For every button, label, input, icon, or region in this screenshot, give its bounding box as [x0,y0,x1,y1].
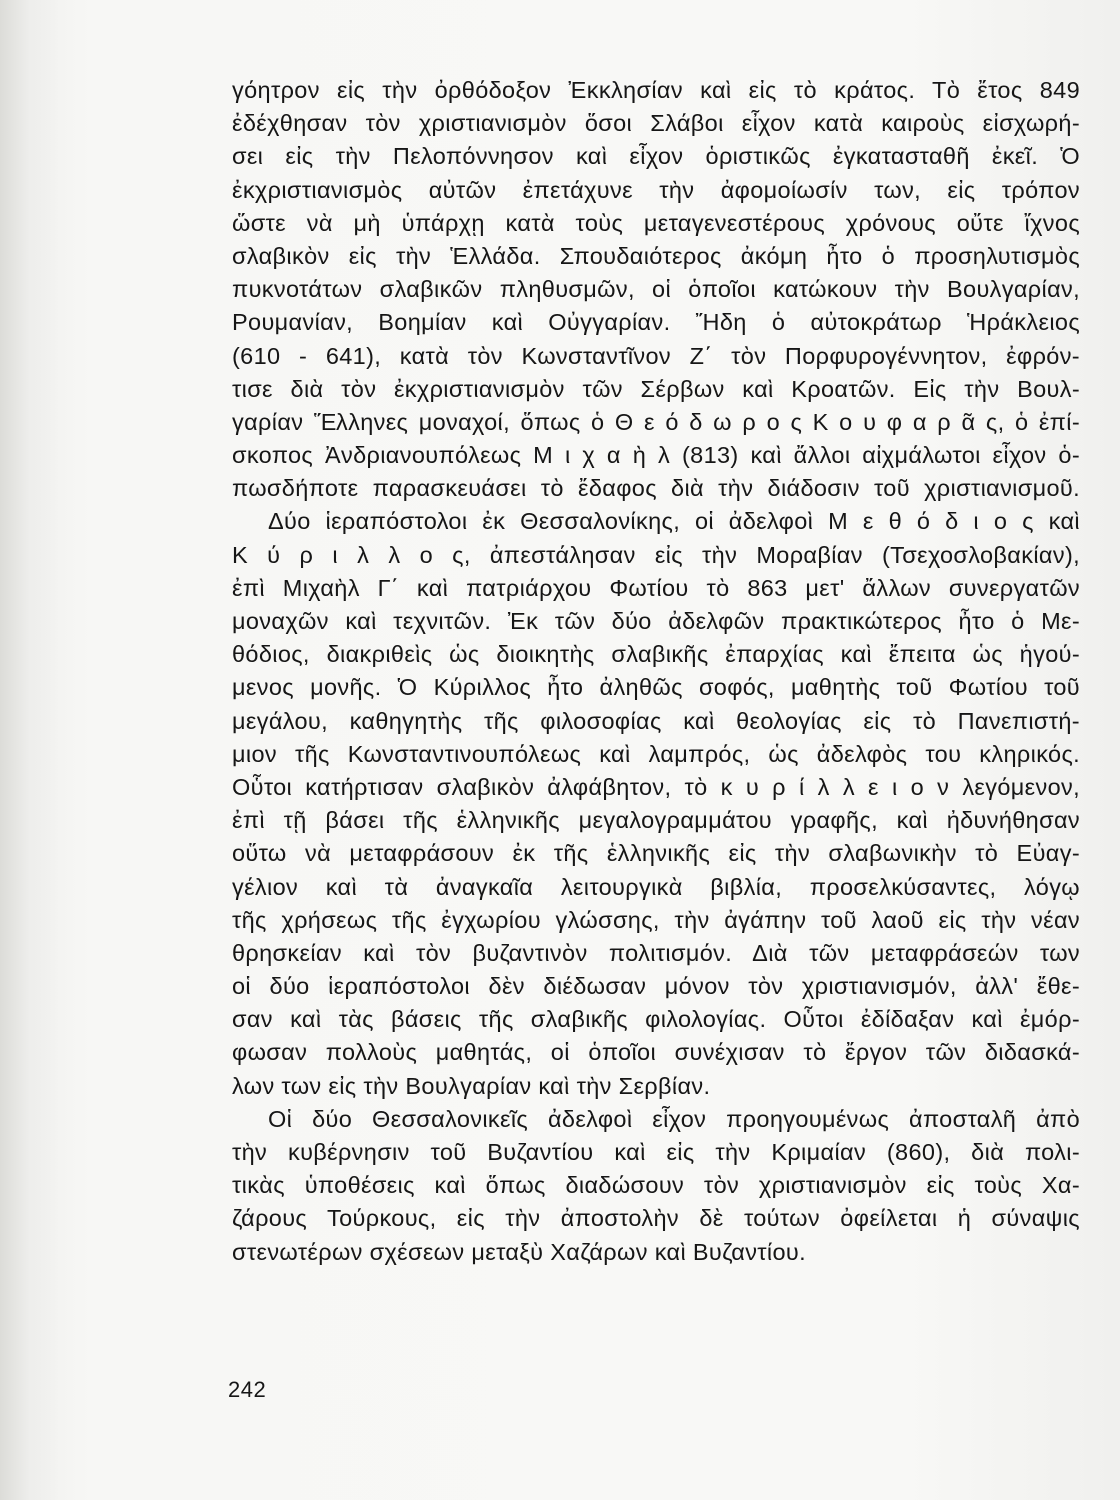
text-line: (610 - 641), κατὰ τὸν Κωνσταντῖνον Ζ΄ τὸν Πορφυρογέννητον, ἐφρόν- [232,342,1080,369]
text-line: Οὗτοι κατήρτισαν σλαβικὸν ἀλφάβητον, τὸ κ υ ρ ί λ λ ε ι ο ν λεγόμενον, [232,773,1080,800]
text-line: τισε διὰ τὸν ἐκχριστιανισμὸν τῶν Σέρβων καὶ Κροατῶν. Εἰς τὴν Βουλ- [232,375,1080,402]
text-line: τῆς χρήσεως τῆς ἐγχωρίου γλώσσης, τὴν ἀγάπην τοῦ λαοῦ εἰς τὴν νέαν [232,906,1080,933]
text-line: μεγάλου, καθηγητὴς τῆς φιλοσοφίας καὶ θεολογίας εἰς τὸ Πανεπιστή- [232,707,1080,734]
text-line: στενωτέρων σχέσεων μεταξὺ Χαζάρων καὶ Βυζαντίου. [232,1238,806,1265]
text-line: λων των εἰς τὴν Βουλγαρίαν καὶ τὴν Σερβίαν. [232,1072,711,1099]
paragraph-3 [232,1103,1080,1269]
text-line: γαρίαν Ἕλληνες μοναχοί, ὅπως ὁ Θ ε ό δ ω ρ ο ς Κ ο υ φ α ρ ᾶ ς, ὁ ἐπί- [232,408,1080,435]
text-line: ἐδέχθησαν τὸν χριστιανισμὸν ὅσοι Σλάβοι εἶχον κατὰ καιροὺς εἰσχωρή- [232,110,1080,137]
text-line: σαν καὶ τὰς βάσεις τῆς σλαβικῆς φιλολογίας. Οὗτοι ἐδίδαξαν καὶ ἐμόρ- [232,1006,1080,1033]
page-number: 242 [228,1377,267,1402]
text-line: πυκνοτάτων σλαβικῶν πληθυσμῶν, οἱ ὁποῖοι κατώκουν τὴν Βουλγαρίαν, [232,276,1080,303]
text-line: φωσαν πολλοὺς μαθητάς, οἱ ὁποῖοι συνέχισαν τὸ ἔργον τῶν διδασκά- [232,1039,1080,1066]
text-line: γόητρον εἰς τὴν ὀρθόδοξον Ἐκκλησίαν καὶ εἰς τὸ κράτος. Τὸ ἔτος 849 [232,77,1080,103]
text-line: σκοπος Ἀνδριανουπόλεως Μ ι χ α ὴ λ (813) καὶ ἄλλοι αἰχμάλωτοι εἶχον ὁ- [232,442,1080,469]
text-line: μοναχῶν καὶ τεχνιτῶν. Ἐκ τῶν δύο ἀδελφῶν πρακτικώτερος ἦτο ὁ Με- [232,608,1080,634]
text-line: μιον τῆς Κωνσταντινουπόλεως καὶ λαμπρός, ὡς ἀδελφὸς του κληρικός. [232,740,1080,767]
text-line: ἐπὶ Μιχαὴλ Γ΄ καὶ πατριάρχου Φωτίου τὸ 863 μετ' ἄλλων συνεργατῶν [232,574,1080,601]
text-line: ζάρους Τούρκους, εἰς τὴν ἀποστολὴν δὲ τούτων ὀφείλεται ἡ σύναψις [232,1205,1080,1232]
text-line: οἱ δύο ἱεραπόστολοι δὲν διέδωσαν μόνον τὸν χριστιανισμόν, ἀλλ' ἔθε- [232,973,1080,1000]
binding-shadow [0,0,60,1500]
text-line: Ρουμανίαν, Βοημίαν καὶ Οὐγγαρίαν. Ἤδη ὁ αὐτοκράτωρ Ἡράκλειος [232,309,1080,336]
text-line: ὥστε νὰ μὴ ὑπάρχῃ κατὰ τοὺς μεταγενεστέρους χρόνους οὔτε ἴχνος [232,209,1080,236]
text-line: οὕτω νὰ μεταφράσουν ἐκ τῆς ἑλληνικῆς εἰς τὴν σλαβωνικὴν τὸ Εὐαγ- [232,840,1080,867]
text-line: θρησκείαν καὶ τὸν βυζαντινὸν πολιτισμόν. Διὰ τῶν μεταφράσεών των [232,939,1080,966]
paragraph-2 [232,505,1080,1102]
text-line: Δύο ἱεραπόστολοι ἐκ Θεσσαλονίκης, οἱ ἀδελφοὶ Μ ε θ ό δ ι ο ς καὶ [268,508,1080,535]
text-line: ἐπὶ τῇ βάσει τῆς ἑλληνικῆς μεγαλογραμμάτου γραφῆς, καὶ ἠδυνήθησαν [232,807,1080,834]
paragraph-1 [232,74,1080,505]
body-text [232,74,1080,1269]
text-line: ἐκχριστιανισμὸς αὐτῶν ἐπετάχυνε τὴν ἀφομοίωσίν των, εἰς τρόπον [232,176,1080,203]
text-line: σει εἰς τὴν Πελοπόννησον καὶ εἶχον ὁριστικῶς ἐγκατασταθῆ ἐκεῖ. Ὁ [232,143,1080,170]
text-line: τὴν κυβέρνησιν τοῦ Βυζαντίου καὶ εἰς τὴν Κριμαίαν (860), διὰ πολι- [232,1139,1080,1165]
text-line: σλαβικὸν εἰς τὴν Ἑλλάδα. Σπουδαιότερος ἀκόμη ἦτο ὁ προσηλυτισμὸς [232,242,1080,269]
text-line: θόδιος, διακριθεὶς ὡς διοικητὴς σλαβικῆς ἐπαρχίας καὶ ἔπειτα ὡς ἡγού- [232,641,1080,668]
text-line: τικὰς ὑποθέσεις καὶ ὅπως διαδώσουν τὸν χριστιανισμὸν εἰς τοὺς Χα- [232,1172,1080,1199]
text-line: μενος μονῆς. Ὁ Κύριλλος ἦτο ἀληθῶς σοφός, μαθητὴς τοῦ Φωτίου τοῦ [232,674,1080,701]
text-line: Κ ύ ρ ι λ λ ο ς, ἀπεστάλησαν εἰς τὴν Μοραβίαν (Τσεχοσλοβακίαν), [232,541,1080,568]
text-line: γέλιον καὶ τὰ ἀναγκαῖα λειτουργικὰ βιβλία, προσελκύσαντες, λόγῳ [232,873,1080,900]
text-line: Οἱ δύο Θεσσαλονικεῖς ἀδελφοὶ εἶχον προηγουμένως ἀποσταλῆ ἀπὸ [268,1105,1080,1132]
text-line: πωσδήποτε παρασκευάσει τὸ ἔδαφος διὰ τὴν διάδοσιν τοῦ χριστιανισμοῦ. [232,475,1080,502]
